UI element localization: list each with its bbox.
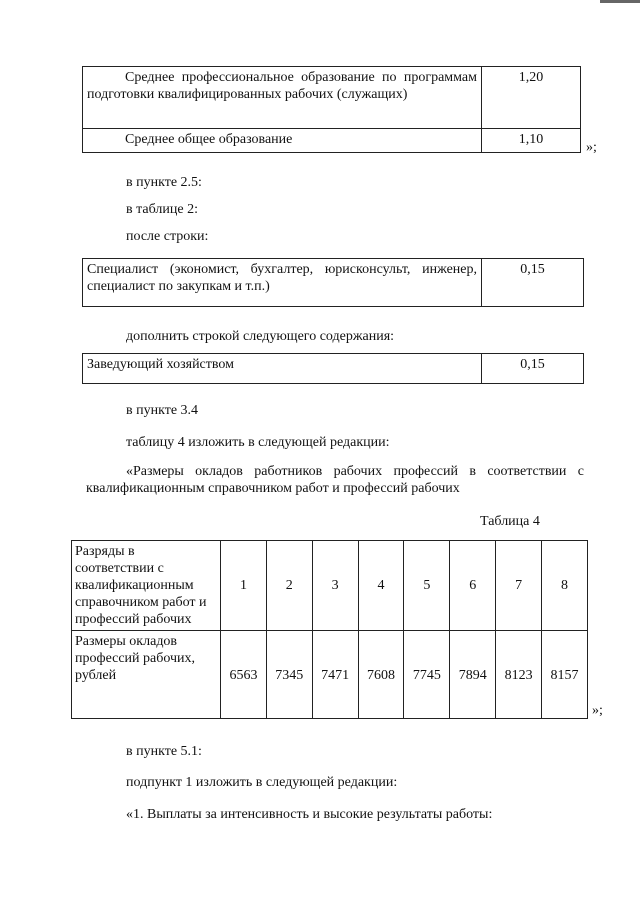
paragraph: в пункте 3.4 <box>126 403 199 418</box>
table-row <box>83 354 584 384</box>
grade-cell: 1 <box>221 541 267 631</box>
coefficient-cell: 1,10 <box>482 129 581 153</box>
paragraph: в пункте 2.5: <box>126 175 202 190</box>
scan-edge-mark <box>600 0 640 3</box>
grade-cell: 3 <box>312 541 358 631</box>
coefficient-cell: 0,15 <box>482 259 584 307</box>
grade-cell: 6 <box>450 541 496 631</box>
coefficient-cell: 1,20 <box>482 67 581 129</box>
table-row <box>83 129 581 153</box>
paragraph: в таблице 2: <box>126 202 198 217</box>
paragraph: подпункт 1 изложить в следующей редакции: <box>126 775 398 790</box>
salary-cell: 8157 <box>542 631 588 719</box>
paragraph: таблицу 4 изложить в следующей редакции: <box>126 435 390 450</box>
salary-cell: 7608 <box>358 631 404 719</box>
table4-closing-quote: »; <box>592 703 603 718</box>
grade-cell: 8 <box>542 541 588 631</box>
paragraph: «Размеры окладов работников рабочих профессий в соответствии с квалификационным справочником работ и профессий рабочих <box>86 464 584 496</box>
specialist-table <box>82 258 584 307</box>
grade-header-cell: Разряды в соответствии с квалификационным справочником работ и профессий рабочих <box>72 541 221 631</box>
table-row <box>83 67 581 129</box>
salary-cell: 8123 <box>496 631 542 719</box>
paragraph: после строки: <box>126 229 209 244</box>
grade-cell: 5 <box>404 541 450 631</box>
salary-cell: 6563 <box>221 631 267 719</box>
education-text: Среднее общее образование <box>125 132 293 147</box>
salary-cell: 7471 <box>312 631 358 719</box>
paragraph: в пункте 5.1: <box>126 744 202 759</box>
table1-closing-quote: »; <box>586 140 597 155</box>
position-cell <box>83 259 482 307</box>
education-cell <box>83 67 482 129</box>
table-row <box>72 541 588 631</box>
paragraph: дополнить строкой следующего содержания: <box>126 329 395 344</box>
table-row <box>72 631 588 719</box>
paragraph: «1. Выплаты за интенсивность и высокие результаты работы: <box>126 807 493 822</box>
grade-cell: 4 <box>358 541 404 631</box>
position-cell: Заведующий хозяйством <box>83 354 482 384</box>
education-text: Среднее профессиональное образование по программам подготовки квалифицированных рабочих (служащих) <box>87 70 477 102</box>
table-row <box>83 259 584 307</box>
salary-cell: 7345 <box>266 631 312 719</box>
salary-grade-table <box>71 540 588 719</box>
coefficient-cell: 0,15 <box>482 354 584 384</box>
grade-cell: 2 <box>266 541 312 631</box>
grade-cell: 7 <box>496 541 542 631</box>
table-caption: Таблица 4 <box>480 514 540 529</box>
salary-cell: 7745 <box>404 631 450 719</box>
position-text: Специалист (экономист, бухгалтер, юрисконсульт, инженер, специалист по закупкам и т.п.) <box>87 262 477 294</box>
education-coefficient-table <box>82 66 581 153</box>
housekeeper-table <box>82 353 584 384</box>
education-cell <box>83 129 482 153</box>
salary-label-cell: Размеры окладов профессий рабочих, рублей <box>72 631 221 719</box>
salary-cell: 7894 <box>450 631 496 719</box>
